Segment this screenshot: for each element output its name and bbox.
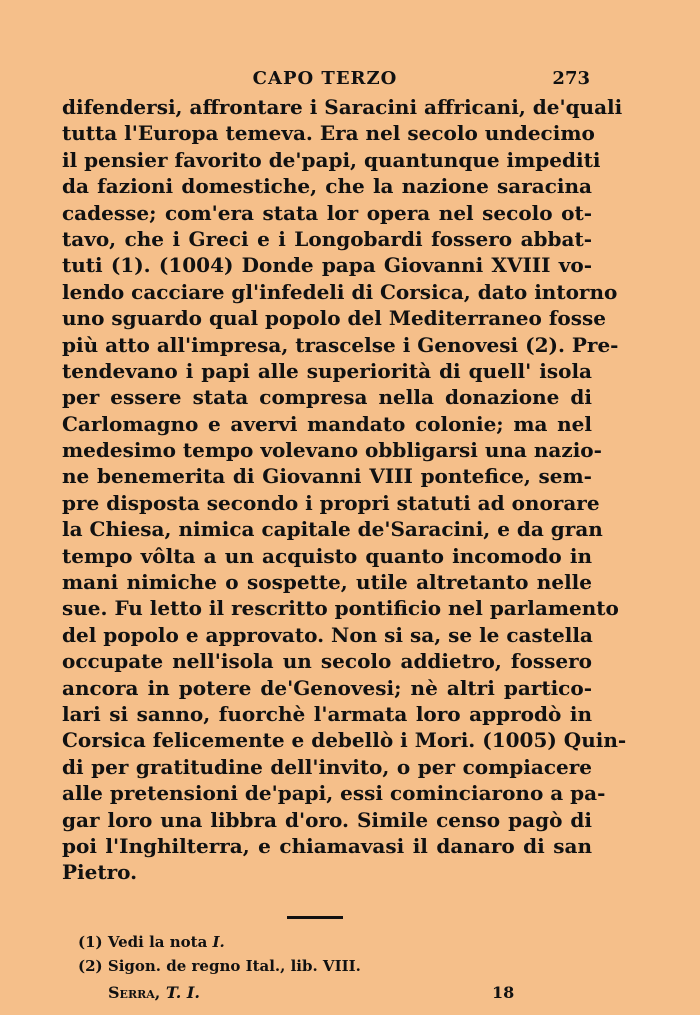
text-line: gar loro una libbra d'oro. Simile censo pagò di <box>62 807 592 832</box>
signature-volume: T. I. <box>165 983 200 1002</box>
text-line: tendevano i papi alle superiorità di quell' isola <box>62 358 592 383</box>
signature-mark <box>108 983 200 1002</box>
footnote-reference: I. <box>212 933 225 951</box>
text-line: pre disposta secondo i propri statuti ad onorare <box>62 490 600 515</box>
text-line: tempo vôlta a un acquisto quanto incomodo in <box>62 543 592 568</box>
footnote-text: Sigon. de regno Ital., lib. VIII. <box>107 957 361 975</box>
text-line: uno sguardo qual popolo del Mediterraneo fosse <box>62 306 607 331</box>
page-number: 273 <box>552 68 590 89</box>
footnote <box>78 930 558 954</box>
text-line: Pietro. <box>62 860 138 885</box>
text-line: medesimo tempo volevano obbligarsi una nazio- <box>62 438 602 463</box>
text-line: Carlomagno e avervi mandato colonie; ma nel <box>62 411 592 436</box>
text-line: del popolo e approvato. Non si sa, se le castella <box>62 622 593 647</box>
signature-author: Serra, <box>108 983 161 1002</box>
text-line: difendersi, affrontare i Saracini affricani, de'quali <box>62 95 623 119</box>
footnote-text: Vedi la nota <box>107 933 208 951</box>
text-line: tavo, che i Greci e i Longobardi fossero abbat- <box>62 226 592 251</box>
footnotes <box>78 930 558 978</box>
text-line: tuti (1). (1004) Donde papa Giovanni XVIII vo- <box>62 253 592 278</box>
text-line: ancora in potere de'Genovesi; nè altri partico- <box>62 675 592 700</box>
text-line: più atto all'impresa, trascelse i Genovesi (2). Pre- <box>62 332 619 357</box>
text-line: lari si sanno, fuorchè l'armata loro approdò in <box>62 701 592 726</box>
text-line: alle pretensioni de'papi, essi cominciarono a pa- <box>62 781 606 806</box>
footnote-marker: (1) <box>78 933 103 951</box>
body-text <box>62 94 627 886</box>
text-line: occupate nell'isola un secolo addietro, fossero <box>62 649 592 674</box>
text-line: mani nimiche o sospette, utile altretanto nelle <box>62 570 592 595</box>
text-line: la Chiesa, nimica capitale de'Saracini, e da gran <box>62 517 603 542</box>
text-line: ne benemerita di Giovanni VIII pontefice, sem- <box>62 464 592 489</box>
chapter-title: CAPO TERZO <box>252 68 398 89</box>
footnote-marker: (2) <box>78 957 103 975</box>
text-line: poi l'Inghilterra, e chiamavasi il danaro di san <box>62 833 592 858</box>
signature-number: 18 <box>492 983 515 1002</box>
text-line: Corsica felicemente e debellò i Mori. (1005) Quin- <box>62 728 627 753</box>
text-line: di per gratitudine dell'invito, o per compiacere <box>62 754 592 779</box>
text-line: tutta l'Europa temeva. Era nel secolo undecimo <box>62 121 595 146</box>
text-line: il pensier favorito de'papi, quantunque impediti <box>62 147 601 172</box>
footnote <box>78 954 558 978</box>
running-head <box>60 68 590 96</box>
text-line: sue. Fu letto il rescritto pontificio nel parlamento <box>62 596 619 621</box>
footnote-separator <box>287 916 343 919</box>
text-line: cadesse; com'era stata lor opera nel secolo ot- <box>62 200 592 225</box>
text-line: lendo cacciare gl'infedeli di Corsica, dato intorno <box>62 279 618 304</box>
text-line: per essere stata compresa nella donazione di <box>62 385 592 410</box>
printer-signature <box>108 983 528 1007</box>
text-line: da fazioni domestiche, che la nazione saracina <box>62 174 592 199</box>
